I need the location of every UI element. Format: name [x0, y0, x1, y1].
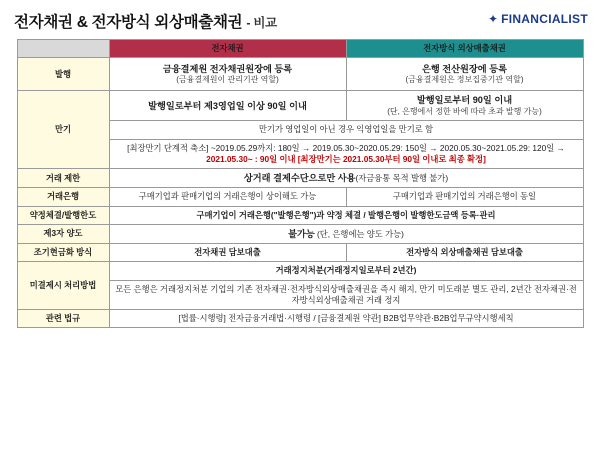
cell-trade-restriction-merged — [109, 168, 583, 187]
table-row-agreement-limit — [17, 206, 583, 224]
brand-name: FINANCIALIST — [501, 12, 588, 26]
cell-default-handling-title: 거래정지처분(거래정지일로부터 2년간) — [109, 262, 583, 280]
header-col-electronic-bond: 전자채권 — [109, 40, 346, 58]
cell-maturity-merged-note: 만기가 영업일이 아닌 경우 익영업일을 만기로 함 — [109, 121, 583, 139]
cell-agreement-limit-merged: 구매기업이 거래은행("발행은행")과 약정 체결 / 발행은행이 발행한도금액 등록·관리 — [109, 206, 583, 224]
table-row-maturity-main — [17, 91, 583, 121]
table-row-third-party-transfer — [17, 224, 583, 243]
brand-logo — [488, 10, 588, 26]
row-label-trade-restriction: 거래 제한 — [17, 168, 109, 187]
page-title — [14, 10, 277, 32]
cell-maturity-b-main: 발행일로부터 90일 이내 — [416, 95, 513, 106]
cell-issuance-a-note: (금융결제원이 관리기관 역할) — [176, 75, 279, 84]
maturity-detail-line1: [최장만기 단계적 축소] ~2019.05.29까지: 180일 → 2019.05.30~2020.05.29: 150일 → 2020.05.30~2021.05.29: 120일 → — [127, 142, 565, 153]
star-icon: ✦ — [488, 12, 499, 26]
cell-maturity-b — [346, 91, 583, 121]
cell-bank-b: 구매기업과 판매기업의 거래은행이 동일 — [346, 188, 583, 206]
row-label-issuance: 발행 — [17, 58, 109, 91]
cell-related-law-merged: [법률·시행령] 전자금융거래법·시행령 / [금융결제원 약관] B2B업무약관·B2B업무규약시행세칙 — [109, 309, 583, 327]
row-label-third-party-transfer: 제3자 양도 — [17, 224, 109, 243]
slide-header — [0, 0, 600, 32]
page-title-sub: - 비교 — [246, 16, 277, 30]
comparison-table — [17, 39, 584, 328]
cell-maturity-a-main: 발행일로부터 제3영업일 이상 90일 이내 — [148, 100, 307, 111]
row-label-bank: 거래은행 — [17, 188, 109, 206]
header-col-electronic-ar: 전자방식 외상매출채권 — [346, 40, 583, 58]
table-row-early-cash — [17, 244, 583, 262]
cell-early-cash-a: 전자채권 담보대출 — [109, 244, 346, 262]
third-party-transfer-bold: 불가능 — [288, 228, 315, 239]
header-blank-cell — [17, 40, 109, 58]
cell-issuance-a-main: 금융결제원 전자채권원장에 등록 — [162, 63, 293, 74]
trade-restriction-bold: 상거래 결제수단으로만 사용 — [243, 172, 356, 183]
cell-third-party-transfer-merged — [109, 224, 583, 243]
row-label-default-handling: 미결제시 처리방법 — [17, 262, 109, 310]
cell-maturity-b-note: (단, 은행에서 정한 바에 따라 초과 발행 가능) — [387, 106, 542, 116]
cell-bank-a: 구매기업과 판매기업의 거래은행이 상이해도 가능 — [109, 188, 346, 206]
table-row-trade-restriction — [17, 168, 583, 187]
table-row-related-law — [17, 309, 583, 327]
cell-maturity-a — [109, 91, 346, 121]
cell-issuance-b — [346, 58, 583, 91]
cell-issuance-b-main: 은행 전산원장에 등록 — [422, 63, 507, 74]
row-label-related-law: 관련 법규 — [17, 309, 109, 327]
cell-maturity-merged-detail — [109, 139, 583, 168]
trade-restriction-rest: (자금융통 목적 발행 불가) — [355, 172, 449, 183]
cell-issuance-a — [109, 58, 346, 91]
cell-early-cash-b: 전자방식 외상매출채권 담보대출 — [346, 244, 583, 262]
table-header-row — [17, 40, 583, 58]
table-row-default-handling-main — [17, 262, 583, 280]
table-row-bank — [17, 188, 583, 206]
third-party-transfer-rest: (단, 은행에는 양도 가능) — [314, 228, 404, 239]
row-label-maturity: 만기 — [17, 91, 109, 169]
maturity-detail-line2: 2021.05.30~ : 90일 이내 [최장만기는 2021.05.30부터 90일 이내로 최종 확정] — [206, 153, 486, 164]
cell-issuance-b-note: (금융결제원은 정보집중기관 역할) — [405, 75, 524, 84]
page-title-main: 전자채권 & 전자방식 외상매출채권 — [14, 14, 243, 31]
cell-default-handling-detail: 모든 은행은 거래정지처분 기업의 기존 전자채권·전자방식외상매출채권을 즉시 해지, 만기 미도래분 별도 관리, 2년간 전자채권·전자방식외상매출채권 거래 정지 — [109, 280, 583, 309]
table-row-issuance — [17, 58, 583, 91]
row-label-early-cash: 조기현금화 방식 — [17, 244, 109, 262]
row-label-agreement-limit: 약정체결/발행한도 — [17, 206, 109, 224]
